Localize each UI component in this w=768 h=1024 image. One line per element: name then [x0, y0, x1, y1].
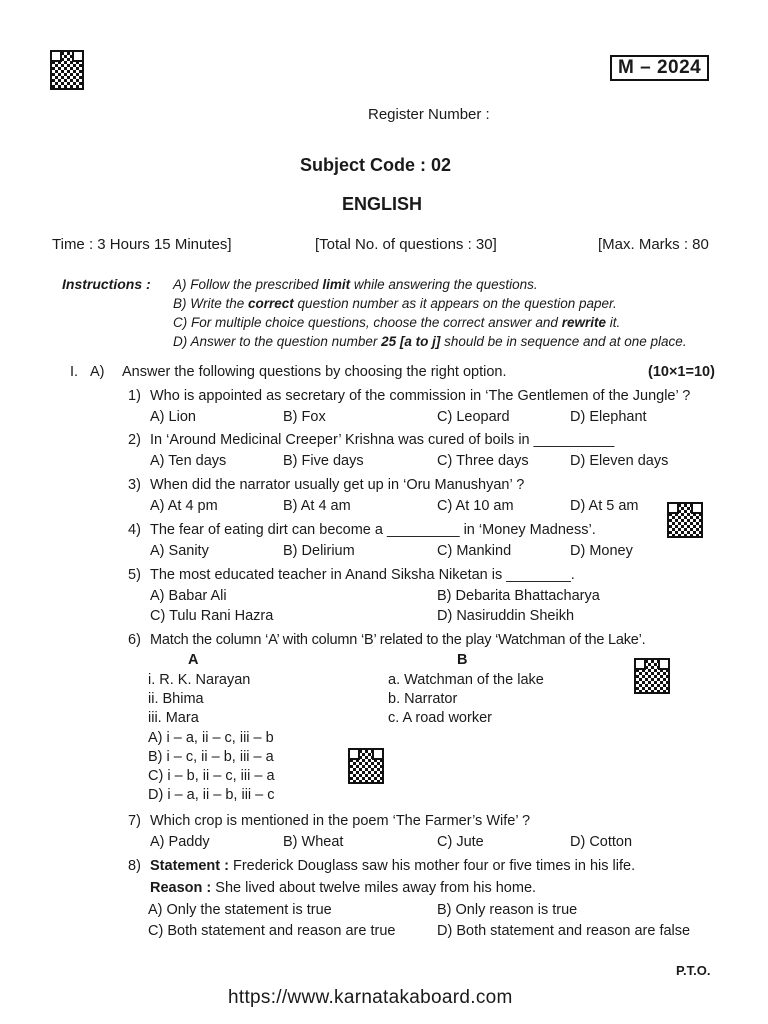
q6-column-a-item-1: i. R. K. Narayan: [148, 672, 251, 688]
q7-option-c: C) Jute: [437, 834, 484, 850]
q7-option-b: B) Wheat: [283, 834, 344, 850]
q4-option-a: A) Sanity: [150, 543, 209, 559]
section-part: A): [90, 364, 105, 380]
q3-text: When did the narrator usually get up in ‘Oru Manushyan’ ?: [150, 477, 525, 493]
q2-option-b: B) Five days: [283, 453, 364, 469]
q1-number: 1): [128, 388, 141, 404]
q5-option-d: D) Nasiruddin Sheikh: [437, 608, 575, 624]
q3-option-c: C) At 10 am: [437, 498, 514, 514]
q8-statement: Statement : Frederick Douglass saw his mother four or five times in his life.: [150, 858, 636, 874]
q8-number: 8): [128, 858, 141, 874]
instruction-c: C) For multiple choice questions, choose the correct answer and rewrite it.: [173, 315, 621, 330]
qr-code-1: [667, 502, 703, 538]
q1-option-b: B) Fox: [283, 409, 326, 425]
q4-number: 4): [128, 522, 141, 538]
q2-option-a: A) Ten days: [150, 453, 227, 469]
q1-option-d: D) Elephant: [570, 409, 647, 425]
q2-number: 2): [128, 432, 141, 448]
q3-option-a: A) At 4 pm: [150, 498, 218, 514]
instruction-a: A) Follow the prescribed limit while answering the questions.: [173, 277, 538, 292]
register-number-label: Register Number :: [368, 106, 490, 123]
q2-option-c: C) Three days: [437, 453, 529, 469]
section-marks: (10×1=10): [648, 364, 715, 380]
q6-option-a: A) i – a, ii – c, iii – b: [148, 730, 274, 746]
q3-number: 3): [128, 477, 141, 493]
subject-code: Subject Code : 02: [300, 155, 452, 175]
q5-option-a: A) Babar Ali: [150, 588, 227, 604]
q1-option-a: A) Lion: [150, 409, 196, 425]
q6-text: Match the column ‘A’ with column ‘B’ related to the play ‘Watchman of the Lake’.: [150, 632, 646, 648]
q8-option-d: D) Both statement and reason are false: [437, 923, 691, 939]
q5-text: The most educated teacher in Anand Siksha Niketan is ________.: [150, 567, 575, 583]
q5-option-c: C) Tulu Rani Hazra: [150, 608, 274, 624]
exam-code-box: M – 2024: [610, 55, 709, 81]
q8-option-c: C) Both statement and reason are true: [148, 923, 396, 939]
total-questions: [Total No. of questions : 30]: [315, 236, 497, 253]
q1-text: Who is appointed as secretary of the commission in ‘The Gentlemen of the Jungle’ ?: [150, 388, 691, 404]
q1-option-c: C) Leopard: [437, 409, 510, 425]
instruction-d: D) Answer to the question number 25 [a to j] should be in sequence and at one place.: [173, 334, 687, 349]
q7-option-a: A) Paddy: [150, 834, 210, 850]
q6-number: 6): [128, 632, 141, 648]
q4-option-d: D) Money: [570, 543, 633, 559]
q5-option-b: B) Debarita Bhattacharya: [437, 588, 600, 604]
q6-column-a-item-2: ii. Bhima: [148, 691, 204, 707]
q6-option-c: C) i – b, ii – c, iii – a: [148, 768, 275, 784]
q7-number: 7): [128, 813, 141, 829]
q4-text: The fear of eating dirt can become a _________ in ‘Money Madness’.: [150, 522, 596, 538]
section-heading: Answer the following questions by choosing the right option.: [122, 364, 507, 380]
datamatrix-code: [50, 50, 84, 90]
q8-option-a: A) Only the statement is true: [148, 902, 332, 918]
q6-column-a-item-3: iii. Mara: [148, 710, 199, 726]
instructions-label: Instructions :: [62, 276, 151, 292]
q6-column-b-item-2: b. Narrator: [388, 691, 458, 707]
q8-option-b: B) Only reason is true: [437, 902, 578, 918]
q2-text: In ‘Around Medicinal Creeper’ Krishna was cured of boils in __________: [150, 432, 615, 448]
q5-number: 5): [128, 567, 141, 583]
q8-reason: Reason : She lived about twelve miles away from his home.: [150, 880, 537, 896]
page-turn-over: P.T.O.: [676, 963, 711, 978]
qr-code-3: [348, 748, 384, 784]
q7-text: Which crop is mentioned in the poem ‘The Farmer’s Wife’ ?: [150, 813, 531, 829]
instruction-b: B) Write the correct question number as it appears on the question paper.: [173, 296, 617, 311]
q6-column-b-heading: B: [457, 652, 468, 668]
q6-option-d: D) i – a, ii – b, iii – c: [148, 787, 275, 803]
qr-code-2: [634, 658, 670, 694]
q3-option-d: D) At 5 am: [570, 498, 639, 514]
q6-column-b-item-1: a. Watchman of the lake: [388, 672, 544, 688]
max-marks: [Max. Marks : 80: [598, 236, 709, 253]
subject-name: ENGLISH: [342, 194, 423, 214]
q2-option-d: D) Eleven days: [570, 453, 669, 469]
q6-column-a-heading: A: [188, 652, 199, 668]
website-link[interactable]: https://www.karnatakaboard.com: [228, 987, 513, 1008]
q3-option-b: B) At 4 am: [283, 498, 351, 514]
q6-option-b: B) i – c, ii – b, iii – a: [148, 749, 274, 765]
q4-option-c: C) Mankind: [437, 543, 512, 559]
q4-option-b: B) Delirium: [283, 543, 355, 559]
q7-option-d: D) Cotton: [570, 834, 633, 850]
q6-column-b-item-3: c. A road worker: [388, 710, 492, 726]
exam-time: Time : 3 Hours 15 Minutes]: [52, 236, 232, 253]
section-number: I.: [70, 364, 79, 380]
